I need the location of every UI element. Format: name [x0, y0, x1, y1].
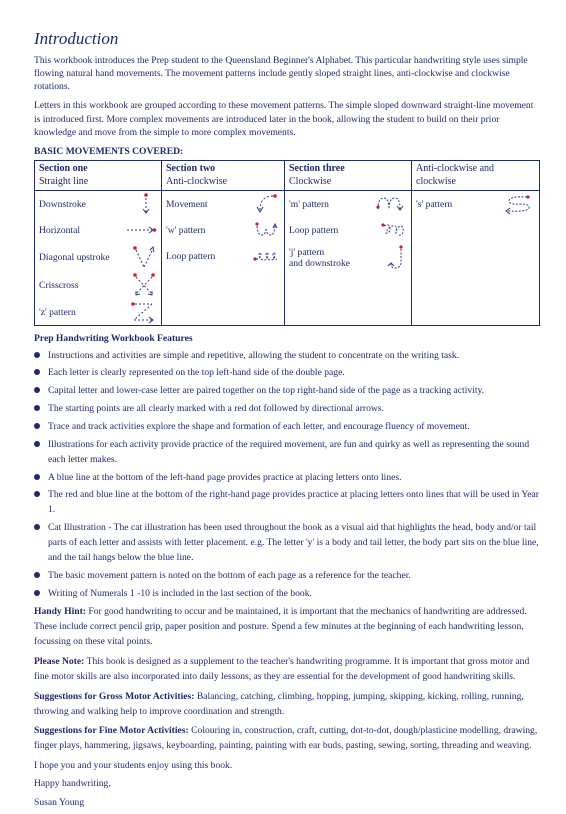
fine-motor-label: Suggestions for Fine Motor Activities:	[34, 725, 189, 737]
handy-hint	[34, 605, 539, 650]
column-header	[285, 161, 412, 191]
movement-label: 'w' pattern	[166, 224, 206, 236]
column-subtitle: Anti-clockwise	[166, 175, 228, 187]
list-item	[166, 217, 280, 243]
closing-line: I hope you and your students enjoy using this book.	[34, 760, 233, 772]
movement-curve-icon	[252, 192, 280, 216]
bullet-icon	[34, 405, 40, 411]
table-cell	[285, 191, 412, 326]
page	[34, 30, 539, 814]
movement-label-group	[289, 247, 350, 270]
list-item	[34, 384, 539, 399]
list-item	[39, 217, 157, 243]
bullet-icon	[34, 387, 40, 393]
movement-label: 'm' pattern	[289, 198, 329, 210]
j-pattern-icon	[385, 244, 407, 272]
column-title: Anti-clockwise and	[416, 163, 495, 175]
intro-paragraph: Letters in this workbook are grouped according to these movement patterns. The simple sloped downward straight-line movement is introduced first. More complex movements are introduced later in the book, allowing the student to build on their prior knowledge and move from the simple to more complex movements.	[34, 100, 534, 138]
m-pattern-icon	[375, 195, 407, 213]
column-subtitle: clockwise	[416, 175, 456, 187]
feature-text: Trace and track activities explore the shape and formation of each letter, and encourage fluency of movement.	[48, 421, 470, 432]
list-item	[166, 191, 280, 217]
bullet-icon	[34, 369, 40, 375]
diagonal-upstroke-icon	[131, 243, 157, 271]
handy-hint-text: For good handwriting to occur and be maintained, it is important that the mechanics of handwriting are addressed. These include correct pencil grip, paper position and posture. Spend a few minutes at the beginning of each handwriting lesson, focussing on these vital points.	[34, 606, 527, 648]
fine-motor-suggestions	[34, 724, 539, 754]
movements-heading: BASIC MOVEMENTS COVERED:	[34, 146, 184, 158]
fine-motor-text: Colouring in, construction, craft, cutting, dot-to-dot, dough/plasticine modelling, drawing, finger plays, hammering, jigsaws, keyboarding, painting, painting with ear buds, pasting, sewing, sorting, threading and weaving.	[34, 725, 538, 752]
movement-label: Loop pattern	[166, 250, 216, 262]
list-item	[34, 349, 539, 364]
w-pattern-icon	[254, 221, 280, 239]
feature-text: Writing of Numerals 1 -10 is included in the last section of the book.	[48, 587, 312, 599]
list-item	[34, 569, 539, 584]
column-header	[412, 161, 540, 191]
column-header	[162, 161, 285, 191]
movement-label: 's' pattern	[416, 198, 453, 210]
gross-motor-suggestions	[34, 690, 539, 720]
list-item	[289, 191, 407, 217]
list-item	[34, 402, 539, 417]
list-item	[289, 217, 407, 243]
feature-text: Instructions and activities are simple and repetitive, allowing the student to concentrate on the writing task.	[48, 349, 460, 361]
feature-text: Each letter is clearly represented on the top left-hand side of the double page.	[48, 367, 345, 379]
column-title: Section one	[39, 163, 88, 175]
bullet-icon	[34, 352, 40, 358]
movement-label: Loop pattern	[289, 224, 339, 236]
list-item	[34, 488, 539, 518]
movements-table	[34, 160, 540, 326]
table-body-row	[35, 191, 540, 326]
bullet-icon	[34, 572, 40, 578]
downstroke-arrow-icon	[135, 192, 157, 216]
movement-label: and downstroke	[289, 258, 351, 270]
clockwise-loop-icon	[379, 221, 407, 239]
horizontal-arrow-icon	[125, 223, 157, 237]
bullet-icon	[34, 491, 40, 497]
list-item	[39, 271, 157, 299]
list-item	[39, 299, 157, 325]
feature-text: Illustrations for each activity provide practice of the required movement, are fun and quirky as well as representing the sound each letter makes.	[48, 438, 530, 465]
column-title: Section three	[289, 163, 345, 175]
column-subtitle: Straight line	[39, 175, 89, 187]
features-heading: Prep Handwriting Workbook Features	[34, 333, 193, 345]
list-item	[39, 243, 157, 271]
bullet-icon	[34, 524, 40, 530]
list-item	[34, 438, 539, 468]
feature-text: A blue line at the bottom of the left-hand page provides practice at placing letters onto lines.	[48, 471, 402, 483]
list-item	[39, 191, 157, 217]
list-item	[289, 243, 407, 273]
list-item	[34, 521, 539, 566]
table-cell	[162, 191, 285, 326]
list-item	[34, 420, 539, 435]
list-item	[166, 243, 280, 269]
table-cell	[412, 191, 540, 326]
author-signature: Susan Young	[34, 796, 85, 808]
gross-motor-label: Suggestions for Gross Motor Activities:	[34, 690, 195, 702]
movement-label: 'j' pattern	[289, 246, 325, 258]
feature-text: The basic movement pattern is noted on the bottom of each page as a reference for the teacher.	[48, 569, 411, 581]
movement-label: 'z' pattern	[39, 306, 76, 318]
feature-text: The starting points are all clearly marked with a red dot followed by directional arrows.	[48, 403, 384, 415]
column-title: Section two	[166, 163, 216, 175]
movement-label: Crisscross	[39, 279, 79, 291]
feature-text: Cat Illustration - The cat illustration has been used throughout the book as a visual aid that highlights the head, body and/or tail parts of each letter and assists with letter placement. e.g. The letter 'y' is a body and tail letter, the body part sits on the blue line, and the tail hangs below the blue line.	[48, 522, 539, 563]
bullet-icon	[34, 590, 40, 596]
feature-text: Capital letter and lower-case letter are paired together on the top right-hand side of the page as a tracking activity.	[48, 385, 485, 397]
column-header	[35, 161, 162, 191]
crisscross-icon	[131, 271, 157, 299]
bullet-icon	[34, 423, 40, 429]
gross-motor-text: Balancing, catching, climbing, hopping, jumping, skipping, kicking, rolling, running, throwing and walking help to improve coordination and strength.	[34, 690, 524, 717]
movement-label: Horizontal	[39, 224, 81, 236]
features-list	[34, 349, 539, 602]
bullet-icon	[34, 441, 40, 447]
movement-label: Movement	[166, 198, 208, 210]
closing-line: Happy handwriting,	[34, 778, 111, 790]
please-note-label: Please Note:	[34, 656, 85, 668]
handy-hint-label: Handy Hint:	[34, 606, 86, 618]
please-note	[34, 655, 539, 685]
intro-paragraph: This workbook introduces the Prep student to the Queensland Beginner's Alphabet. This particular handwriting style uses simple flowing natural hand movements. The movement patterns include gently sloped straight lines, anti-clockwise and clockwise rotations.	[34, 54, 528, 93]
table-cell	[35, 191, 162, 326]
movement-label: Diagonal upstroke	[39, 251, 110, 263]
list-item	[34, 366, 539, 381]
z-pattern-icon	[129, 300, 157, 324]
column-subtitle: Clockwise	[289, 175, 332, 187]
list-item	[34, 471, 539, 486]
movement-label: Downstroke	[39, 198, 86, 210]
anticlockwise-loop-icon	[252, 248, 280, 264]
bullet-icon	[34, 474, 40, 480]
list-item	[416, 191, 535, 217]
page-title: Introduction	[34, 29, 119, 48]
feature-text: The red and blue line at the bottom of the right-hand page provides practice at placing letters onto lines that will be used in Year 1.	[48, 489, 540, 516]
please-note-text: This book is designed as a supplement to the teacher's handwriting programme. It is important that gross motor and fine motor skills are also incorporated into daily lessons, as they are essential for the development of good handwriting skills.	[34, 656, 530, 682]
table-header-row	[35, 161, 540, 191]
list-item	[34, 587, 539, 602]
s-pattern-icon	[501, 193, 535, 215]
